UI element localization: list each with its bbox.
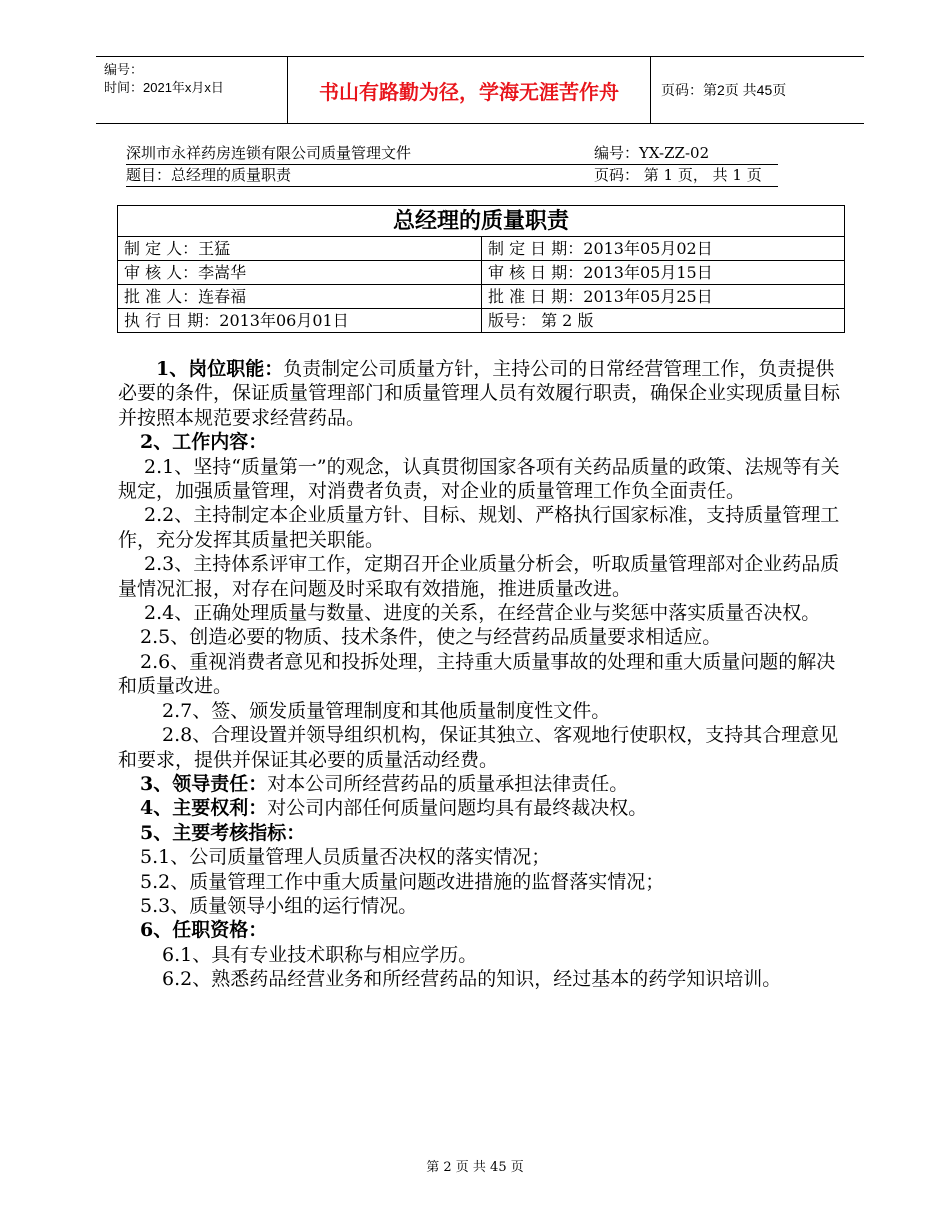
doc-title: 总经理的质量职责 bbox=[118, 206, 844, 237]
section-2-heading: 2、工作内容： bbox=[140, 431, 268, 454]
doc-subject: 题目：总经理的质量职责 bbox=[126, 166, 292, 184]
make-date: 制 定 日 期：2013年05月02日 bbox=[488, 239, 713, 258]
company-name: 深圳市永祥药房连锁有限公司质量管理文件 bbox=[126, 144, 412, 162]
top-header bbox=[96, 56, 864, 124]
review-date: 审 核 日 期：2013年05月15日 bbox=[488, 263, 713, 282]
time-label: 时间：2021年x月x日 bbox=[104, 80, 224, 95]
approve-date: 批 准 日 期：2013年05月25日 bbox=[488, 287, 713, 306]
doc-header-line-1 bbox=[126, 143, 778, 165]
item-2-1: 2.1、坚持“质量第一”的观念，认真贯彻国家各项有关药品质量的政策、法规等有关规定，加强质量管理，对消费者负责，对企业的质量管理工作负全面责任。 bbox=[118, 455, 840, 503]
item-2-3: 2.3、主持体系评审工作，定期召开企业质量分析会，听取质量管理部对企业药品质量情况汇报，对存在问题及时采取有效措施，推进质量改进。 bbox=[118, 553, 840, 600]
info-table bbox=[117, 205, 845, 333]
header-page-info: 页码：第2页 共45页 bbox=[661, 82, 787, 98]
section-3-heading: 3、领导责任： bbox=[140, 772, 268, 795]
section-4-heading: 4、主要权利： bbox=[140, 797, 268, 820]
item-2-4: 2.4、正确处理质量与数量、进度的关系，在经营企业与奖惩中落实质量否决权。 bbox=[144, 602, 821, 625]
approver: 批 准 人：连春福 bbox=[118, 285, 482, 308]
doc-page: 页码： 第 1 页， 共 1 页 bbox=[594, 166, 762, 184]
table-row bbox=[118, 261, 844, 285]
table-row bbox=[118, 309, 844, 332]
item-5-1: 5.1、公司质量管理人员质量否决权的落实情况； bbox=[140, 846, 551, 869]
item-2-7: 2.7、签、颁发质量管理制度和其他质量制度性文件。 bbox=[162, 699, 611, 722]
section-4-text: 对公司内部任何质量问题均具有最终裁决权。 bbox=[267, 797, 648, 820]
section-5-heading: 5、主要考核指标： bbox=[140, 821, 306, 844]
version: 版号： 第 2 版 bbox=[488, 311, 594, 330]
section-1-text: 负责制定公司质量方针，主持公司的日常经营管理工作，负责提供必要的条件，保证质量管理部门和质量管理人员有效履行职责，确保企业实现质量目标并按照本规范要求经营药品。 bbox=[118, 358, 841, 429]
section-6-heading: 6、任职资格： bbox=[140, 919, 268, 942]
slogan: 书山有路勤为径，学海无涯苦作舟 bbox=[288, 57, 651, 123]
header-meta bbox=[96, 57, 288, 123]
maker: 制 定 人：王猛 bbox=[118, 237, 482, 260]
reviewer: 审 核 人：李嵩华 bbox=[118, 261, 482, 284]
doc-code: 编号：YX-ZZ-02 bbox=[594, 144, 710, 162]
item-6-2: 6.2、熟悉药品经营业务和所经营药品的知识，经过基本的药学知识培训。 bbox=[162, 968, 782, 991]
item-5-3: 5.3、质量领导小组的运行情况。 bbox=[140, 894, 418, 917]
table-row bbox=[118, 285, 844, 309]
page-footer: 第 2 页 共 45 页 bbox=[426, 1160, 524, 1175]
number-label: 编号： bbox=[104, 62, 144, 77]
document-body bbox=[118, 357, 842, 992]
effective-date: 执 行 日 期：2013年06月01日 bbox=[118, 309, 482, 332]
item-6-1: 6.1、具有专业技术职称与相应学历。 bbox=[162, 943, 478, 966]
section-4 bbox=[118, 796, 842, 820]
section-1 bbox=[118, 357, 842, 430]
section-3 bbox=[118, 772, 842, 796]
item-5-2: 5.2、质量管理工作中重大质量问题改进措施的监督落实情况； bbox=[140, 870, 665, 893]
section-1-heading: 1、岗位职能： bbox=[156, 358, 284, 380]
item-2-5: 2.5、创造必要的物质、技术条件，使之与经营药品质量要求相适应。 bbox=[140, 626, 722, 649]
doc-header-line-2 bbox=[126, 165, 778, 187]
section-3-text: 对本公司所经营药品的质量承担法律责任。 bbox=[267, 772, 629, 795]
item-2-6: 2.6、重视消费者意见和投拆处理，主持重大质量事故的处理和重大质量问题的解决和质量改进。 bbox=[118, 650, 836, 698]
item-2-8: 2.8、合理设置并领导组织机构，保证其独立、客观地行使职权，支持其合理意见和要求，提供并保证其必要的质量活动经费。 bbox=[118, 724, 839, 771]
table-row bbox=[118, 237, 844, 261]
item-2-2: 2.2、主持制定本企业质量方针、目标、规划、严格执行国家标准，支持质量管理工作，充分发挥其质量把关职能。 bbox=[118, 504, 840, 551]
